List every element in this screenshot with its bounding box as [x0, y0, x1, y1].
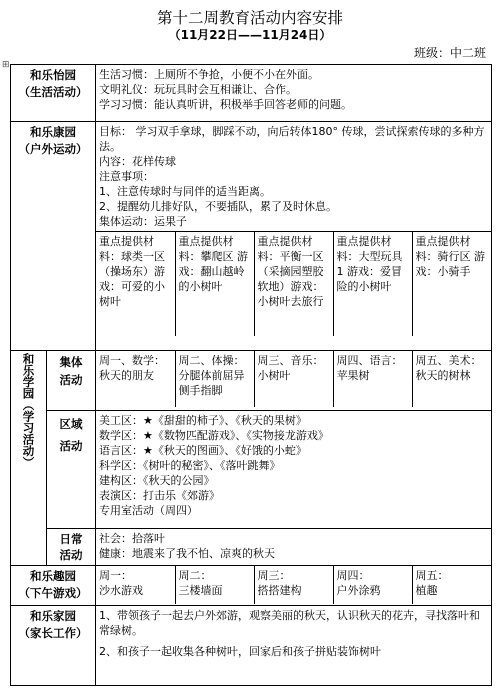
life-name: 和乐怡园	[30, 68, 76, 82]
daily-activity-content	[96, 529, 492, 566]
area-line: 专用室活动（周四）	[99, 504, 198, 517]
afternoon-game: 户外涂鸦	[336, 584, 381, 597]
page-title: 第十二周教育活动内容安排	[156, 9, 343, 27]
outdoor-name: 和乐康园	[30, 125, 76, 139]
daily-line: 社会：拾落叶	[99, 532, 165, 545]
outdoor-line: 集体运动：运果子	[99, 215, 187, 228]
material-cell: 重点提供材料：大型玩具1 游戏：爱冒险的小树叶	[333, 232, 412, 336]
home-section-header	[11, 606, 96, 686]
afternoon-game: 搭搭建构	[257, 584, 302, 597]
home-content	[96, 606, 492, 686]
outdoor-line: 内容：花样传球	[99, 155, 176, 168]
learning-section-header	[11, 351, 47, 566]
area-activity-content	[96, 411, 492, 529]
afternoon-sub: （下午游戏）	[18, 586, 88, 600]
area-line: 建构区：《秋天的公园》	[99, 474, 215, 487]
afternoon-days-table	[96, 566, 491, 604]
group-day-cell: 周五、美术：秋天的树林	[412, 351, 491, 407]
outdoor-sub: （户外运动）	[18, 142, 88, 156]
area-line: 美工区：★《甜甜的柿子》、《秋天的果树》	[99, 414, 307, 427]
group-day-cell: 周三、音乐：小树叶	[254, 351, 333, 407]
learning-name: 和乐学园（学习活动）	[21, 353, 36, 468]
life-content	[96, 65, 492, 122]
afternoon-game: 植趣	[415, 584, 438, 597]
home-line: 2、和孩子一起收集各种树叶，回家后和孩子拼贴装饰树叶	[99, 645, 381, 658]
materials-table	[96, 231, 491, 336]
group-day-cell: 周二、体操：分腿体前屈异侧手指脚	[175, 351, 254, 407]
area-line: 科学区：《树叶的秘密》、《落叶跳舞》	[99, 459, 281, 472]
area-activity-label	[47, 411, 96, 529]
date-range: （11月22日——11月24日）	[168, 28, 332, 42]
afternoon-day: 周五：	[415, 569, 449, 582]
class-info	[414, 44, 486, 61]
life-line: 学习习惯：能认真听讲，积极举手回答老师的问题。	[99, 98, 352, 111]
outdoor-content	[96, 122, 492, 351]
material-cell: 重点提供材料：平衡一区（采摘园塑胶软地）游戏：小树叶去旅行	[254, 232, 333, 336]
group-day-cell: 周一、数学：秋天的朋友	[96, 351, 175, 407]
outdoor-line: 目标： 学习双手拿球，脚踩不动，向后转体180° 传球，尝试探索传球的多种方法。	[99, 125, 485, 153]
afternoon-section-header	[11, 566, 96, 606]
afternoon-day: 周四：	[336, 569, 370, 582]
group-days-table	[96, 351, 491, 407]
life-sub: （生活活动）	[18, 85, 88, 99]
group-day-cell: 周四、语言：苹果树	[333, 351, 412, 407]
afternoon-day: 周二：	[178, 569, 212, 582]
group-activity-label	[47, 351, 96, 411]
group-activity-content	[96, 351, 492, 411]
life-section-header	[11, 65, 96, 122]
daily-label-text: 日常活动	[59, 532, 83, 562]
area-line: 表演区：打击乐《郊游》	[99, 489, 220, 502]
home-name: 和乐家园	[30, 609, 76, 623]
afternoon-game: 三楼墙面	[178, 584, 223, 597]
afternoon-day-cell	[333, 566, 412, 604]
afternoon-name: 和乐趣园	[30, 569, 76, 583]
afternoon-day-cell	[254, 566, 333, 604]
outdoor-line: 注意事项：	[99, 170, 154, 183]
afternoon-day: 周一：	[99, 569, 132, 582]
afternoon-day: 周三：	[257, 569, 291, 582]
home-line: 1、带领孩子一起去户外郊游，观察美丽的秋天，认识秋天的花卉，寻找落叶和常绿树。	[99, 609, 480, 637]
life-line: 生活习惯：上厕所不争抢，小便不小在外面。	[99, 68, 319, 81]
afternoon-day-cell	[175, 566, 254, 604]
class-name: 中二班	[449, 46, 486, 60]
daily-activity-label	[47, 529, 96, 566]
afternoon-day-cell	[96, 566, 175, 604]
table-move-handle-icon[interactable]: ⊞	[2, 60, 10, 70]
area-line: 数学区：★《数物匹配游戏》、《实物接龙游戏》	[99, 429, 329, 442]
home-sub: （家长工作）	[18, 626, 88, 640]
outdoor-section-header	[11, 122, 96, 351]
area-label-text: 区域活动	[59, 417, 83, 453]
outdoor-line: 2、提醒幼儿排好队，不要插队，累了及时休息。	[99, 200, 337, 213]
life-line: 文明礼仪：玩玩具时会互相谦让、合作。	[99, 83, 297, 96]
area-line: 语言区：★《秋天的图画》、《好饿的小蛇》	[99, 444, 307, 457]
material-cell: 重点提供材料：球类一区（操场东）游戏：可爱的小树叶	[96, 232, 175, 336]
class-label: 班级：	[413, 46, 450, 60]
material-cell: 重点提供材料：骑行区 游戏：小骑手	[412, 232, 491, 336]
afternoon-game: 沙水游戏	[99, 584, 143, 597]
material-cell: 重点提供材料：攀爬区 游戏：翻山越岭的小树叶	[175, 232, 254, 336]
afternoon-day-cell	[412, 566, 491, 604]
outdoor-line: 1、注意传球时与同伴的适当距离。	[99, 185, 271, 198]
schedule-table	[10, 64, 492, 686]
group-label-text: 集体活动	[59, 355, 83, 387]
daily-line: 健康：地震来了我不怕、凉爽的秋天	[99, 547, 275, 560]
afternoon-content	[96, 566, 492, 606]
